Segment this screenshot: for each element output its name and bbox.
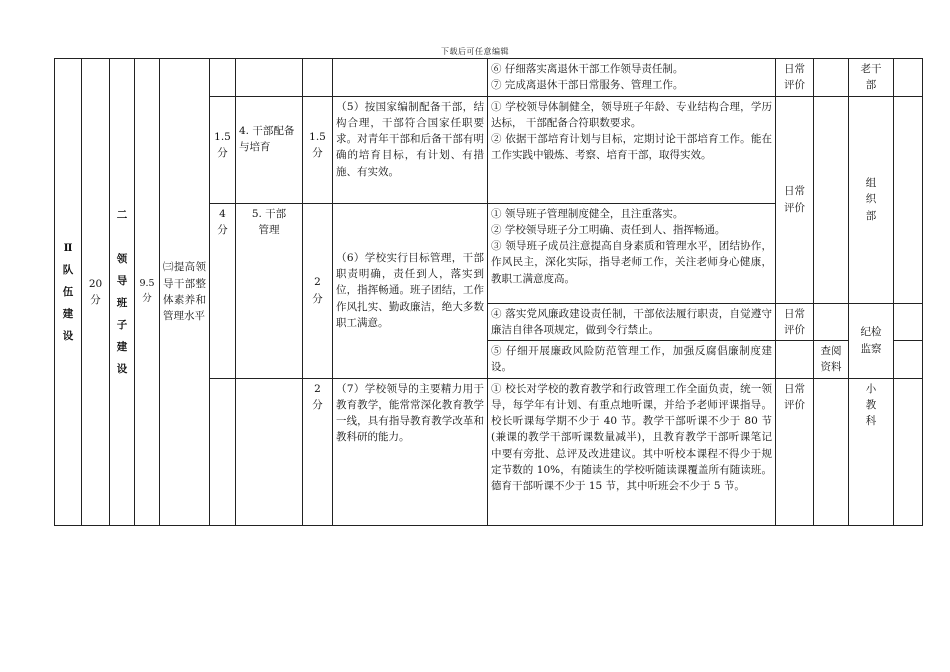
method-block-7: 日常 评价 [776,378,814,525]
page-header: 下载后可任意编辑 [441,47,509,56]
section-score-cell: 9.5 分 [135,59,160,526]
title-5: 5. 干部 管理 [236,203,303,378]
check-records: 查阅 资料 [814,341,849,379]
empty-cell [814,378,849,525]
empty-cell [894,303,923,341]
empty-cell [210,59,236,97]
sub-score-5: 2 分 [303,203,333,378]
empty-cell [210,378,236,525]
dept-primary-education: 小 教 科 [849,378,894,525]
empty-cell [894,378,923,525]
empty-cell [894,341,923,379]
category-score-cell: 20 分 [82,59,110,526]
empty-cell [303,59,333,97]
standard-7: （7）学校领导的主要精力用于教育教学，能常常深化教育教学一线，具有指导教育教学改革和教科研的能力。 [333,378,488,525]
standard-5: （5）按国家编制配备干部，结构合理，干部符合国家任职要求。对青年干部和后备干部有明确的培育目标，有计划、有措施、有实效。 [333,96,488,203]
item-5: ⑤ 仔细开展廉政风险防范管理工作，加强反腐倡廉制度建设。 [488,341,776,379]
empty-cell [894,96,923,303]
empty-cell [814,303,849,341]
empty-cell [333,59,488,97]
empty-cell [776,341,814,379]
dept-discipline: 纪检 监察 [849,303,894,378]
score-5: 4 分 [210,203,236,378]
goal-cell: ㈢提高领导干部整体素养和管理水平 [160,59,210,526]
method-cell: 日常 评价 [776,59,814,97]
items-block-5: ① 领导班子管理制度健全，且注重落实。 ② 学校领导班子分工明确、责任到人、指挥畅通。 ③ 领导班子成员注意提高自身素质和管理水平，团结协作，作风民主，深化实际，指导老师工作，关注老师身心健康，教职工满意度高。 [488,203,776,303]
method-item-4: 日常 评价 [776,303,814,341]
empty-cell [814,96,849,303]
item-4: ④ 落实党风廉政建设责任制，干部依法履行职责，自觉遵守廉洁自律各项规定，做到令行禁止。 [488,303,776,341]
sub-score-7: 2 分 [303,378,333,525]
evaluation-table [54,58,923,526]
section-cell: 二 领 导 班 子 建 设 [110,59,135,526]
dept-retired-cadres: 老干 部 [849,59,894,97]
title-4: 4. 干部配备与培育 [236,96,303,203]
items-block-7: ① 校长对学校的教育教学和行政管理工作全面负责，统一领导，每学年有计划、有重点地听课，并给予老师评课指导。校长听课每学期不少于 40 节。教学干部听课不少于 80 节(兼课的教学干部听课数量减半)，且教育教学干部听课笔记中要有旁批、总评及改进建议。其中听校本课程不得少于规定节数的 10%，有随读生的学校听随读课覆盖所有随读班。德育干部听课不少于 15 节，其中听班会不少于 5 节。 [488,378,776,525]
items-6-7: ⑥ 仔细落实离退休干部工作领导责任制。 ⑦ 完成离退休干部日常服务、管理工作。 [488,59,776,97]
method-shared: 日常 评价 [776,96,814,303]
score-4: 1.5 分 [210,96,236,203]
sub-score-4: 1.5 分 [303,96,333,203]
empty-cell [236,378,303,525]
empty-cell [236,59,303,97]
items-block-4: ① 学校领导体制健全，领导班子年龄、专业结构合理，学历达标， 干部配备合符职数要求。 ② 依据干部培育计划与目标，定期讨论干部培育工作。能在工作实践中锻炼、考察、培育干部，取得实效。 [488,96,776,203]
empty-cell [894,59,923,97]
empty-cell [814,59,849,97]
standard-6: （6）学校实行目标管理，干部职责明确，责任到人，落实到位，指挥畅通。班子团结，工作作风扎实、勤政廉洁，绝大多数职工满意。 [333,203,488,378]
dept-organization: 组 织 部 [849,96,894,303]
category-cell: Ⅱ 队 伍 建 设 [55,59,82,526]
